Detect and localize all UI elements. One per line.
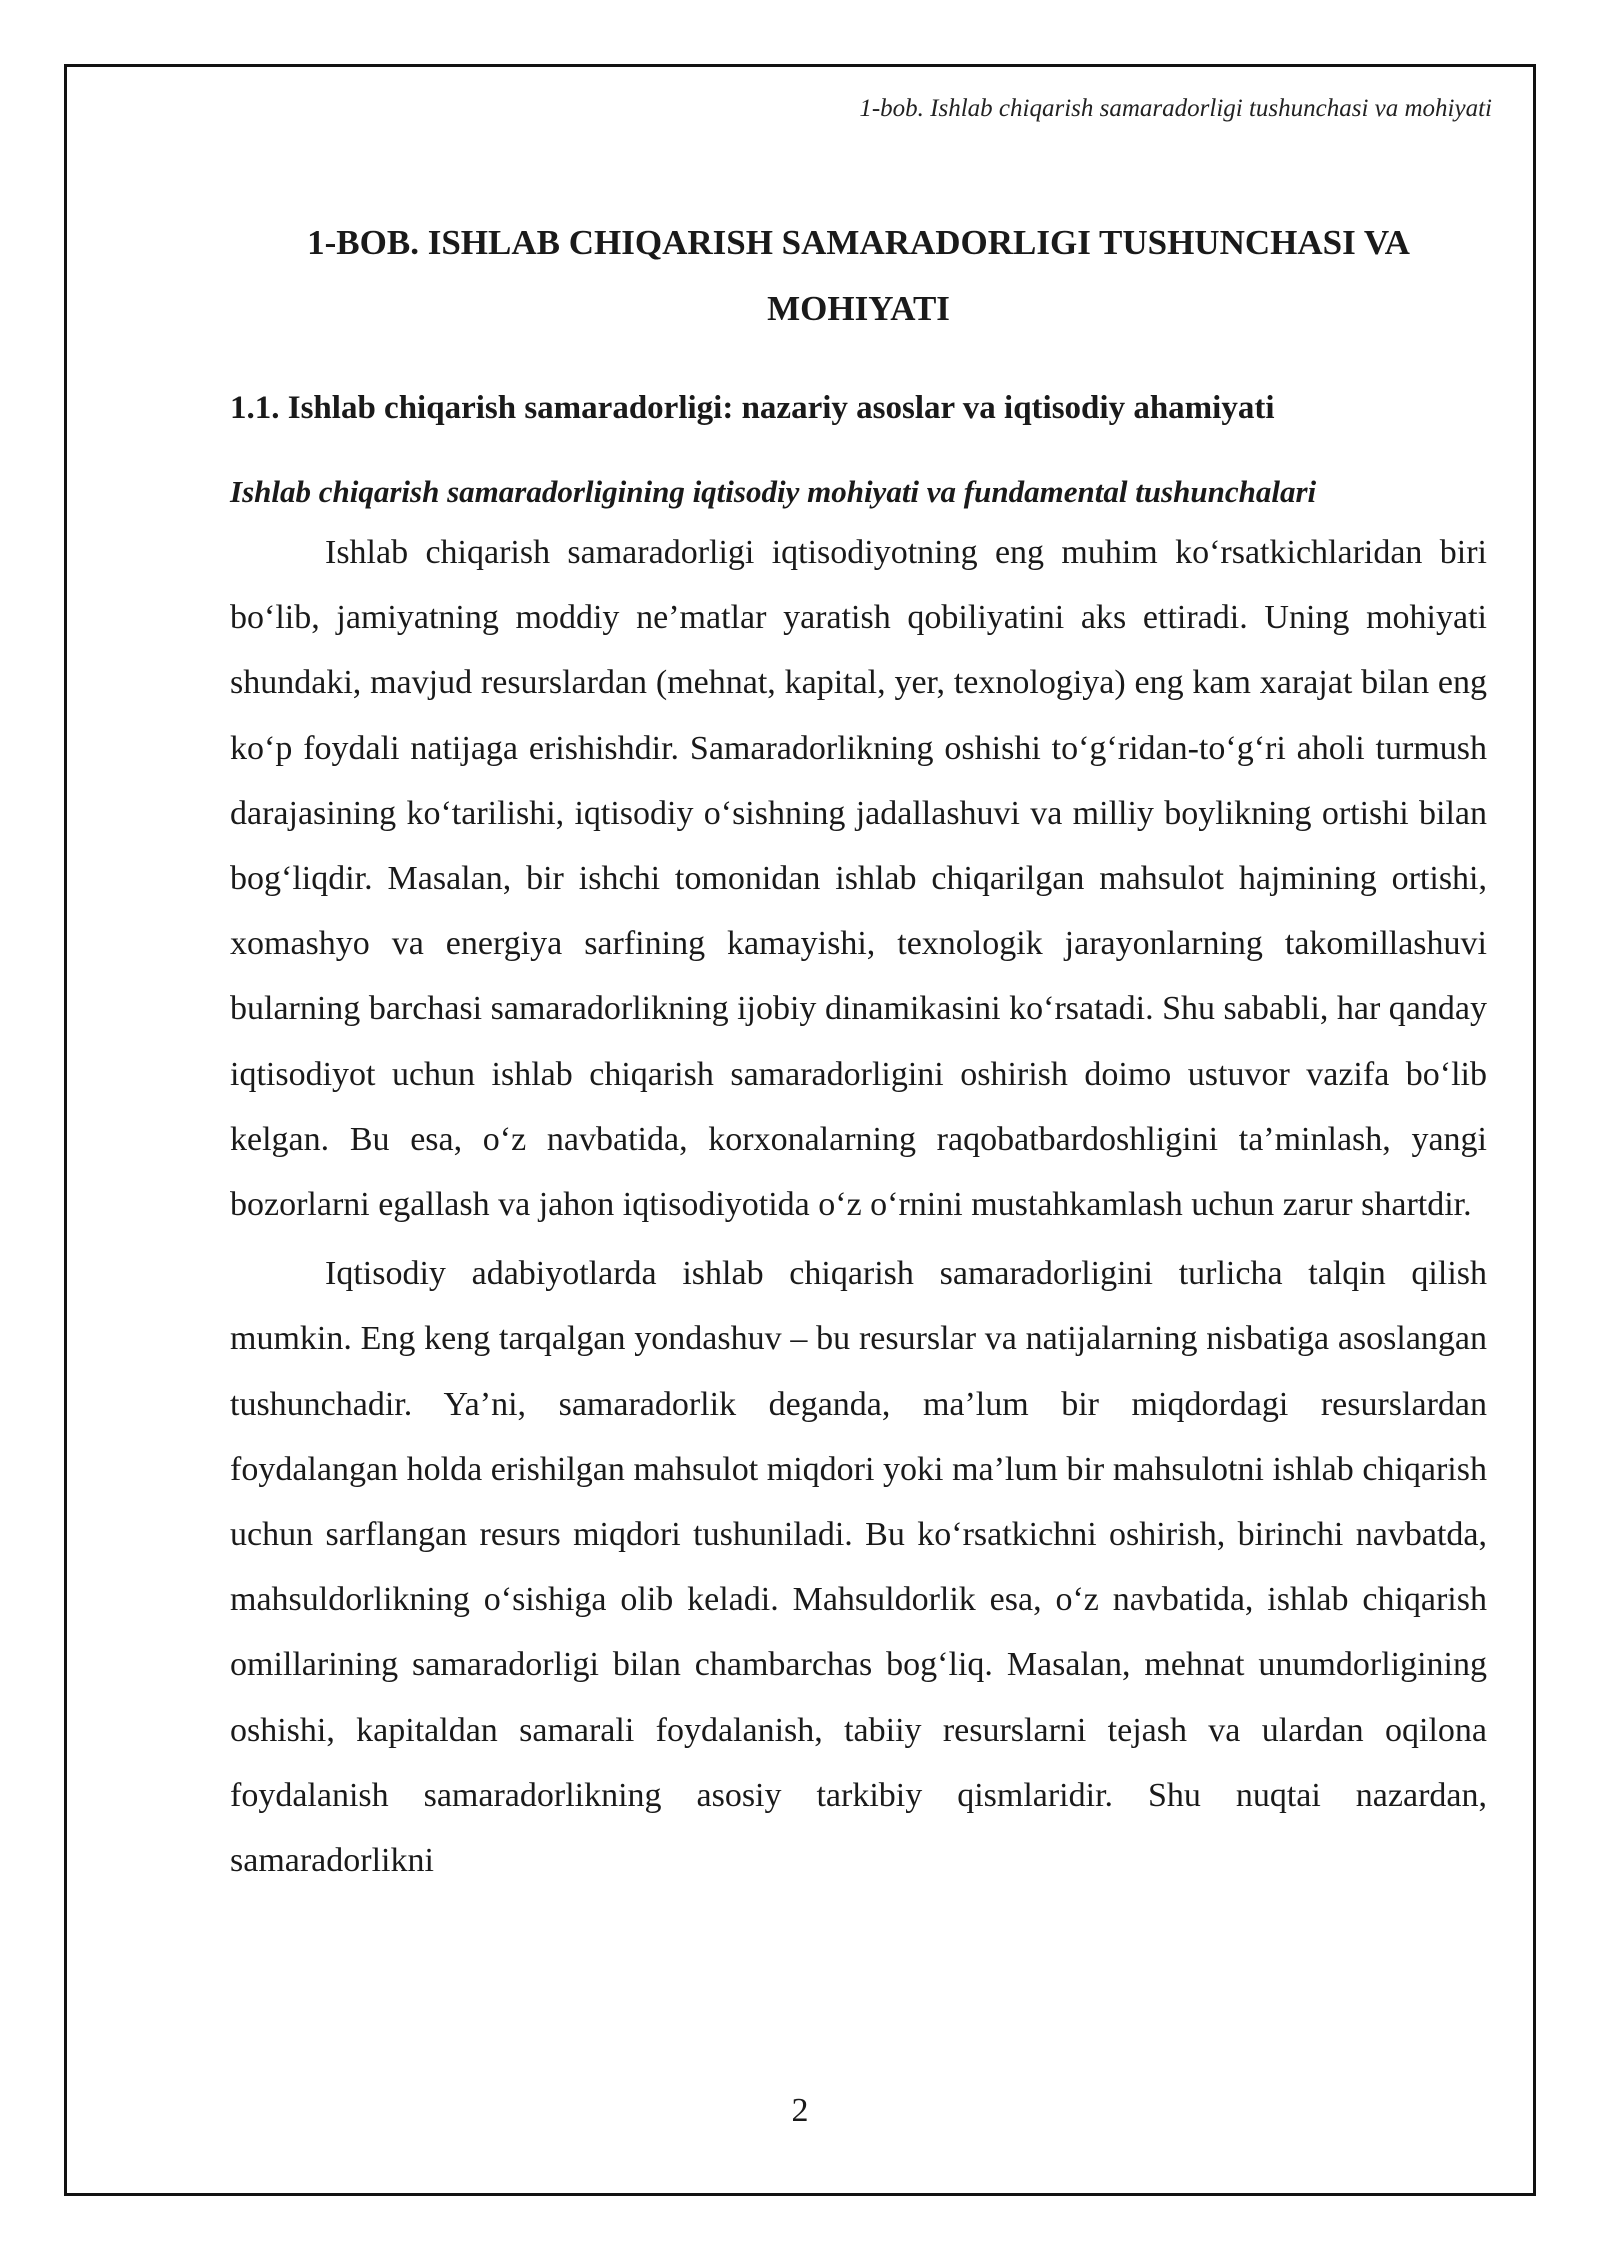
chapter-title: 1-BOB. ISHLAB CHIQARISH SAMARADORLIGI TUSHUNCHASI VA MOHIYATI <box>307 223 1410 328</box>
page-content <box>230 210 1487 1893</box>
body-paragraph-2: Iqtisodiy adabiyotlarda ishlab chiqarish samaradorligini turlicha talqin qilish mumkin. Eng keng tarqalgan yondashuv – bu resurslar va natijalarning nisbatiga asoslangan tushunchadir. Ya’ni, samaradorlik deganda, ma’lum bir miqdordagi resurslardan foydalangan holda erishilgan mahsulot miqdori yoki ma’lum bir mahsulotni ishlab chiqarish uchun sarflangan resurs miqdori tushuniladi. Bu ko‘rsatkichni oshirish, birinchi navbatda, mahsuldorlikning o‘sishiga olib keladi. Mahsuldorlik esa, o‘z navbatida, ishlab chiqarish omillarining samaradorligi bilan chambarchas bog‘liq. Masalan, mehnat unumdorligining oshishi, kapitaldan samarali foydalanish, tabiiy resurslarni tejash va ulardan oqilona foydalanish samaradorlikning asosiy tarkibiy qismlaridir. Shu nuqtai nazardan, samaradorlikni <box>230 1255 1487 1880</box>
running-header: 1-bob. Ishlab chiqarish samaradorligi tushunchasi va mohiyati <box>859 95 1492 122</box>
body-paragraph-1: Ishlab chiqarish samaradorligi iqtisodiyotning eng muhim ko‘rsatkichlaridan biri bo‘lib, jamiyatning moddiy ne’matlar yaratish qobiliyatini aks ettiradi. Uning mohiyati shundaki, mavjud resurslardan (mehnat, kapital, yer, texnologiya) eng kam xarajat bilan eng ko‘p foydali natijaga erishishdir. Samaradorlikning oshishi to‘g‘ridan-to‘g‘ri aholi turmush darajasining ko‘tarilishi, iqtisodiy o‘sishning jadallashuvi va milliy boylikning ortishi bilan bog‘liqdir. Masalan, bir ishchi tomonidan ishlab chiqarilgan mahsulot hajmining ortishi, xomashyo va energiya sarfining kamayishi, texnologik jarayonlarning takomillashuvi bularning barchasi samaradorlikning ijobiy dinamikasini ko‘rsatadi. Shu sababli, har qanday iqtisodiyot uchun ishlab chiqarish samaradorligini oshirish doimo ustuvor vazifa bo‘lib kelgan. Bu esa, o‘z navbatida, korxonalarning raqobatbardoshligini ta’minlash, yangi bozorlarni egallash va jahon iqtisodiyotida o‘z o‘rnini mustahkamlash uchun zarur shartdir. <box>230 534 1487 1224</box>
section-title: 1.1. Ishlab chiqarish samaradorligi: nazariy asoslar va iqtisodiy ahamiyati <box>230 390 1275 426</box>
page-number: 2 <box>791 2092 809 2129</box>
subsection-title: Ishlab chiqarish samaradorligining iqtisodiy mohiyati va fundamental tushunchalari <box>230 474 1317 509</box>
